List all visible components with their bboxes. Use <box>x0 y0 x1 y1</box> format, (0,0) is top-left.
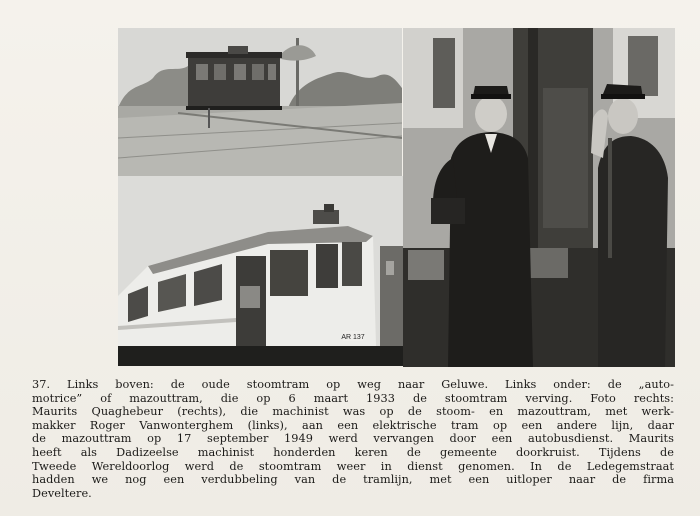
drivers-illustration <box>403 28 675 367</box>
photo-caption <box>32 378 674 500</box>
photo-two-drivers <box>403 28 675 367</box>
photo-motor-tram <box>118 176 406 366</box>
caption-line: Tweede Wereldoorlog werd de stoomtram weer in dienst genomen. In de Ledegemstraat <box>32 459 674 473</box>
caption-line: Develtere. <box>32 486 92 500</box>
caption-line: 37. Links boven: de oude stoomtram op weg naar Geluwe. Links onder: de „auto- <box>32 378 674 391</box>
steam-tram-illustration <box>118 28 402 178</box>
caption-line: de mazouttram op 17 september 1949 werd vervangen door een autobusdienst. Maurits <box>32 432 674 446</box>
motor-tram-illustration <box>118 176 406 366</box>
photo-steam-tram <box>118 28 402 178</box>
caption-line: hadden we nog een verdubbeling van de tramlijn, met een uitloper naar de firma <box>32 473 674 487</box>
caption-line: motrice” of mazouttram, die op 6 maart 1933 de stoomtram verving. Foto rechts: <box>32 391 674 405</box>
caption-line: Maurits Quaghebeur (rechts), die machinist was op de stoom- en mazouttram, met werk- <box>32 405 674 419</box>
tram-number-plate: AR 137 <box>341 334 365 341</box>
caption-line: makker Roger Vanwonterghem (links), aan een elektrische tram op een andere lijn, daar <box>32 418 674 432</box>
caption-line: heeft als Dadizeelse machinist honderden keren de gemeente doorkruist. Tijdens de <box>32 445 674 459</box>
